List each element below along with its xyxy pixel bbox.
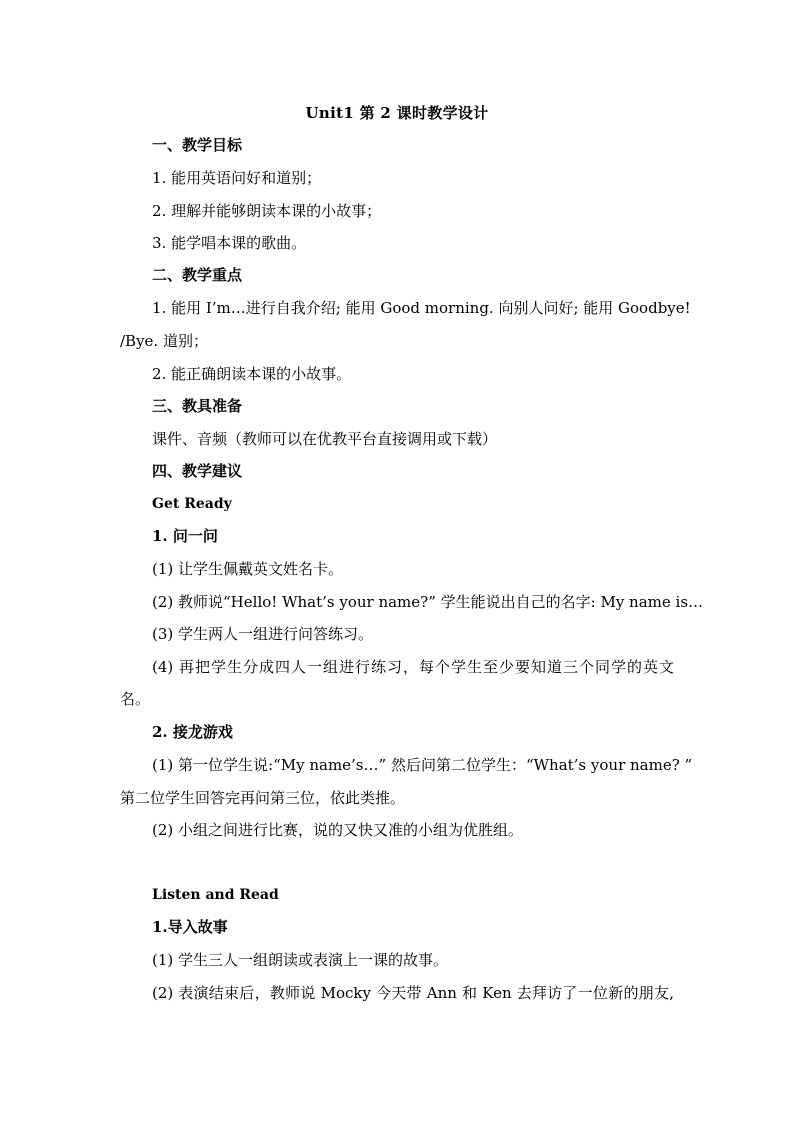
list-item: 3. 能学唱本课的歌曲。 xyxy=(152,234,307,252)
paragraph-line: (1) 第一位学生说:“My name’s…” 然后问第二位学生：“What’s your name? ” xyxy=(152,756,693,774)
list-item: 1. 能用英语问好和道别； xyxy=(152,169,322,187)
section-heading-objectives: 一、教学目标 xyxy=(152,136,243,154)
subheading-listen-read: Listen and Read xyxy=(152,887,279,903)
list-item: (2) 小组之间进行比赛，说的又快又准的小组为优胜组。 xyxy=(152,821,524,839)
subheading-intro-story: 1.导入故事 xyxy=(152,918,228,936)
list-item: (2) 教师说“Hello! What’s your name?” 学生能说出自己的名字: My name is… xyxy=(152,593,704,611)
subheading-get-ready: Get Ready xyxy=(152,496,232,512)
subheading-ask: 1. 问一问 xyxy=(152,527,218,545)
subheading-chain-game: 2. 接龙游戏 xyxy=(152,723,233,741)
paragraph-line: 1. 能用 I’m…进行自我介绍; 能用 Good morning. 向别人问好; 能用 Goodbye! xyxy=(152,299,691,317)
list-item: (2) 表演结束后，教师说 Mocky 今天带 Ann 和 Ken 去拜访了一位新的朋友, xyxy=(152,984,674,1002)
list-item: (1) 学生三人一组朗读或表演上一课的故事。 xyxy=(152,951,449,969)
list-item: (3) 学生两人一组进行问答练习。 xyxy=(152,625,374,643)
paragraph-line: 第二位学生回答完再问第三位，依此类推。 xyxy=(120,789,406,807)
page-title: Unit1 第 2 课时教学设计 xyxy=(305,104,489,122)
paragraph-line: 名。 xyxy=(120,690,151,708)
list-item: 2. 能正确朗读本课的小故事。 xyxy=(152,365,352,383)
paragraph-line: 课件、音频（教师可以在优教平台直接调用或下载） xyxy=(152,430,498,448)
section-heading-materials: 三、教具准备 xyxy=(152,397,243,415)
section-heading-suggestions: 四、教学建议 xyxy=(152,462,243,480)
paragraph-line: (4) 再把学生分成四人一组进行练习，每个学生至少要知道三个同学的英文 xyxy=(152,658,674,676)
list-item: (1) 让学生佩戴英文姓名卡。 xyxy=(152,560,344,578)
section-heading-key-points: 二、教学重点 xyxy=(152,266,243,284)
paragraph-line: /Bye. 道别； xyxy=(120,332,208,350)
list-item: 2. 理解并能够朗读本课的小故事； xyxy=(152,202,382,220)
